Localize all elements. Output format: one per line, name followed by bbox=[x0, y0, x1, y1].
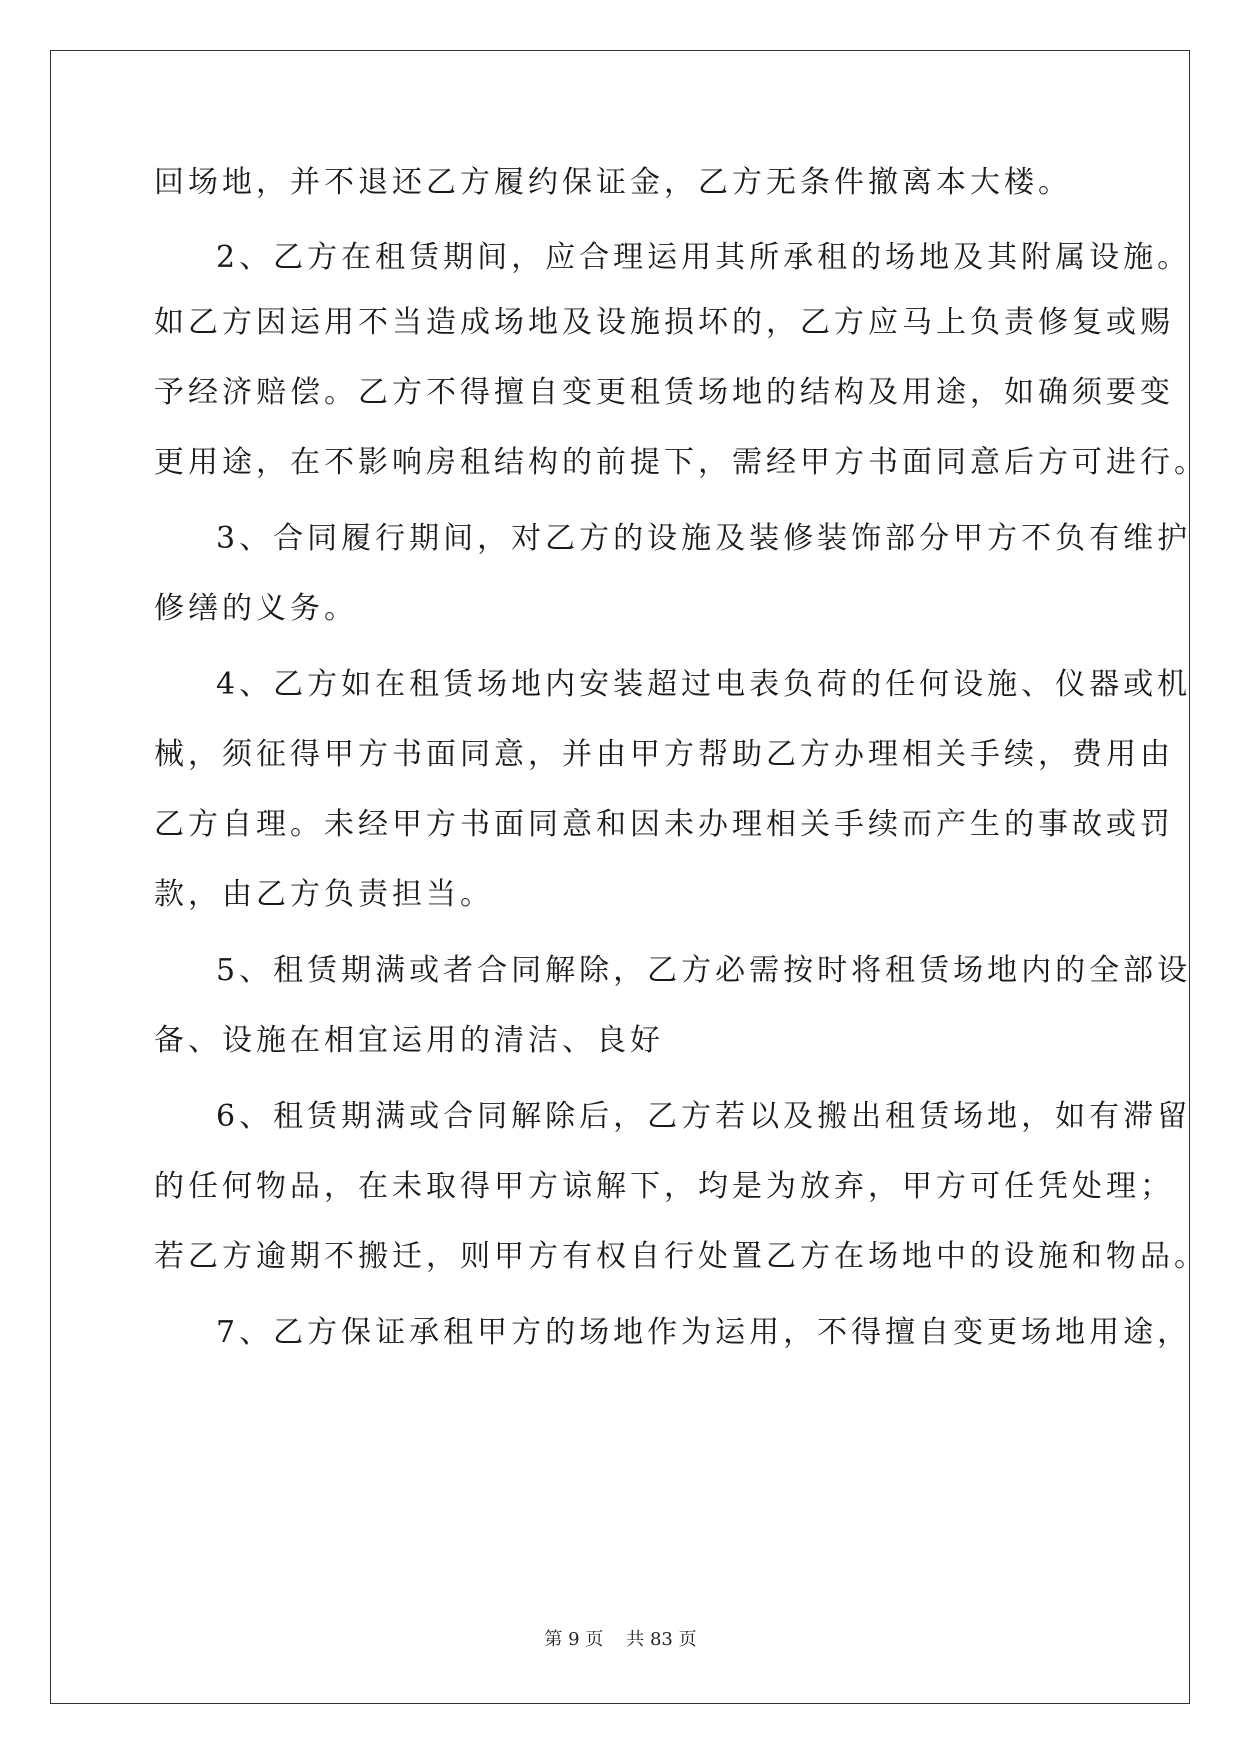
text-line: 予经济赔偿。乙方不得擅自变更租赁场地的结构及用途，如确须要变 bbox=[154, 375, 1174, 410]
page-footer bbox=[0, 1625, 1241, 1651]
text-line: 5、租赁期满或者合同解除，乙方必需按时将租赁场地内的全部设 bbox=[216, 953, 1192, 988]
text-line: 修缮的义务。 bbox=[154, 591, 358, 626]
text-line: 6、租赁期满或合同解除后，乙方若以及搬出租赁场地，如有滞留 bbox=[216, 1099, 1192, 1134]
text-line: 械，须征得甲方书面同意，并由甲方帮助乙方办理相关手续，费用由 bbox=[154, 737, 1174, 772]
text-line: 乙方自理。未经甲方书面同意和因未办理相关手续而产生的事故或罚 bbox=[154, 807, 1174, 842]
text-line: 备、设施在相宜运用的清洁、良好 bbox=[154, 1023, 664, 1058]
page-total: 共 83 页 bbox=[626, 1629, 697, 1650]
text-line: 的任何物品，在未取得甲方谅解下，均是为放弃，甲方可任凭处理； bbox=[154, 1169, 1174, 1204]
text-line: 7、乙方保证承租甲方的场地作为运用，不得擅自变更场地用途， bbox=[216, 1315, 1192, 1350]
text-line: 款，由乙方负责担当。 bbox=[154, 877, 494, 912]
text-line: 回场地，并不退还乙方履约保证金，乙方无条件撤离本大楼。 bbox=[154, 165, 1072, 200]
text-line: 如乙方因运用不当造成场地及设施损坏的，乙方应马上负责修复或赐 bbox=[154, 305, 1174, 340]
text-line: 若乙方逾期不搬迁，则甲方有权自行处置乙方在场地中的设施和物品。 bbox=[154, 1239, 1208, 1274]
page-number: 第 9 页 bbox=[544, 1629, 604, 1650]
text-line: 更用途，在不影响房租结构的前提下，需经甲方书面同意后方可进行。 bbox=[154, 445, 1208, 480]
text-line: 4、乙方如在租赁场地内安装超过电表负荷的任何设施、仪器或机 bbox=[216, 667, 1192, 702]
text-line: 3、合同履行期间，对乙方的设施及装修装饰部分甲方不负有维护 bbox=[216, 521, 1192, 556]
text-line: 2、乙方在租赁期间，应合理运用其所承租的场地及其附属设施。 bbox=[216, 240, 1192, 275]
